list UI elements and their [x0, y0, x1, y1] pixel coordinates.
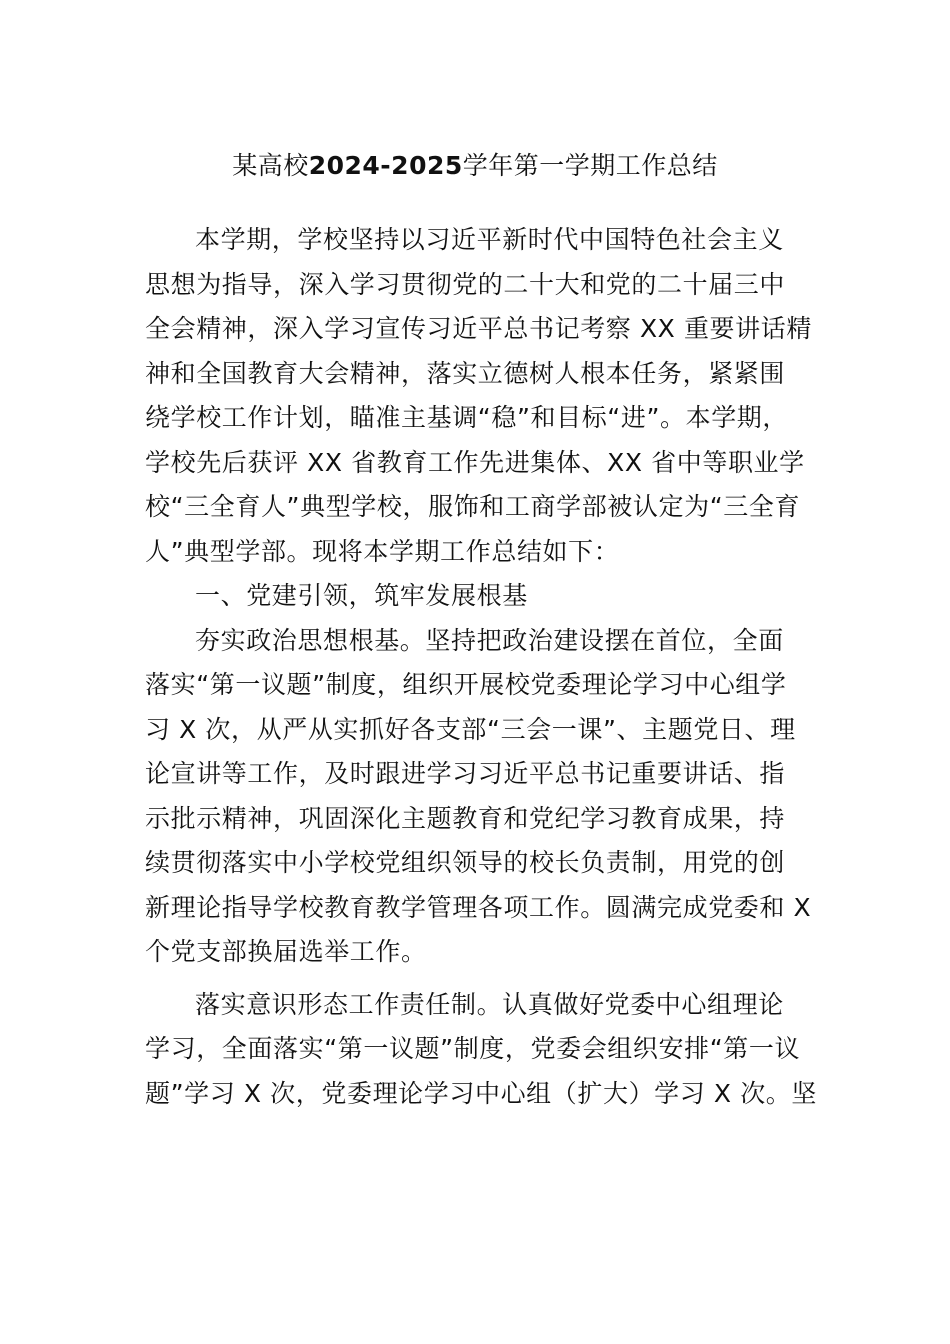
text-line: 题”学习 X 次，党委理论学习中心组（扩大）学习 X 次。坚 — [145, 1078, 817, 1108]
text-line: 习 X 次，从严从实抓好各支部“三会一课”、主题党日、理 — [145, 714, 796, 744]
text-line: 夯实政治思想根基。坚持把政治建设摆在首位，全面 — [195, 625, 784, 655]
paragraph — [145, 619, 815, 975]
text-line: 校“三全育人”典型学校，服饰和工商学部被认定为“三全育 — [145, 492, 801, 521]
title-year: 2024-2025 — [308, 151, 463, 180]
document-body — [145, 218, 815, 1116]
text-line: 神和全国教育大会精神，落实立德树人根本任务，紧紧围 — [145, 358, 786, 388]
paragraph — [145, 983, 815, 1117]
text-line: 人”典型学部。现将本学期工作总结如下： — [145, 536, 620, 566]
paragraph-gap — [145, 975, 815, 983]
text-line: 续贯彻落实中小学校党组织领导的校长负责制，用党的创 — [145, 848, 786, 877]
text-line: 绕学校工作计划，瞄准主基调“稳”和目标“进”。本学期， — [145, 403, 789, 432]
text-line: 示批示精神，巩固深化主题教育和党纪学习教育成果，持 — [145, 803, 786, 833]
text-line: 论宣讲等工作，及时跟进学习习近平总书记重要讲话、指 — [145, 759, 786, 788]
text-line: 一、党建引领，筑牢发展根基 — [195, 581, 528, 610]
text-line: 个党支部换届选举工作。 — [145, 937, 427, 966]
text-line: 学校先后获评 XX 省教育工作先进集体、XX 省中等职业学 — [145, 447, 805, 477]
title-suffix: 学年第一学期工作总结 — [462, 151, 718, 180]
text-line: 本学期，学校坚持以习近平新时代中国特色社会主义 — [195, 225, 784, 254]
section-heading — [145, 574, 815, 619]
title-prefix: 某高校 — [232, 151, 309, 180]
document-title — [0, 146, 950, 186]
text-line: 思想为指导，深入学习贯彻党的二十大和党的二十届三中 — [145, 269, 786, 299]
text-line: 新理论指导学校教育教学管理各项工作。圆满完成党委和 X — [145, 892, 812, 922]
paragraph — [145, 218, 815, 574]
text-line: 学习，全面落实“第一议题”制度，党委会组织安排“第一议 — [145, 1034, 801, 1063]
text-line: 落实意识形态工作责任制。认真做好党委中心组理论 — [195, 989, 784, 1019]
text-line: 落实“第一议题”制度，组织开展校党委理论学习中心组学 — [145, 670, 787, 699]
text-line: 全会精神，深入学习宣传习近平总书记考察 XX 重要讲话精 — [145, 314, 812, 343]
